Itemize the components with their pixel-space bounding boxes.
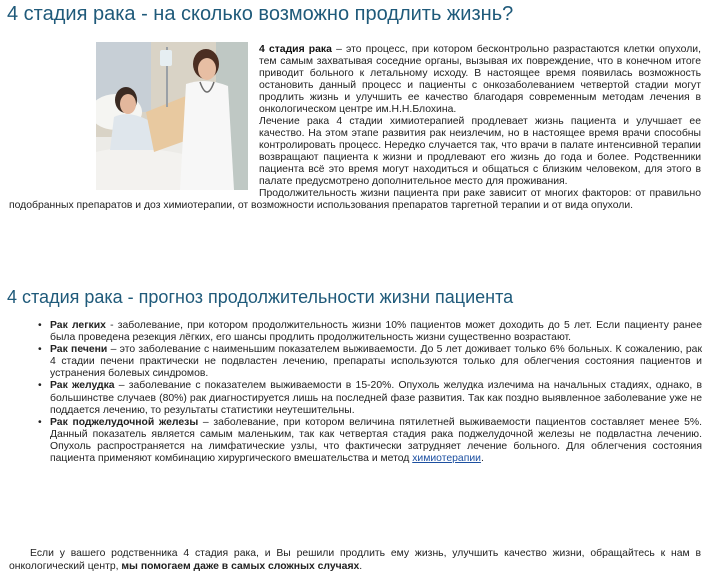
bullet-icon: • [38, 344, 42, 356]
intro-paragraph-3: Продолжительность жизни пациента при раке зависит от многих факторов: от правильно подобранных препаратов и доз химиотерапии, от возможности использования препаратов таргетной терапии и от вида опухоли. [9, 188, 701, 211]
page-title: 4 стадия рака - на сколько возможно продлить жизнь? [7, 3, 514, 25]
intro-paragraph-1: 4 стадия рака – это процесс, при котором бесконтрольно разрастаются клетки опухоли, тем самым захватывая соседние органы, вызывая их повреждение, что в конечном итоге приводит больного к летальному исходу. В настоящее время появилась возможность остановить данный процесс и пациенты с онкозаболеванием четвертой стадии могут продлить жизнь и улучшить ее качество благодаря современным методам лечения в онкологическом центре им.Н.Н.Блохина. [259, 44, 701, 115]
cancer-types-list [36, 320, 702, 465]
bullet-icon: • [38, 416, 42, 428]
closing-paragraph: Если у вашего родственника 4 стадия рака, и Вы решили продлить ему жизнь, улучшить качество жизни, обращайтесь к нам в онкологический центр, мы помогаем даже в самых сложных случаях. [9, 548, 701, 572]
intro-text [9, 44, 701, 212]
section-heading: 4 стадия рака - прогноз продолжительности жизни пациента [7, 287, 514, 307]
chemotherapy-link[interactable]: химиотерапии [412, 453, 481, 465]
bullet-icon: • [38, 320, 42, 331]
bullet-icon: • [38, 380, 42, 392]
intro-paragraph-2: Лечение рака 4 стадии химиотерапией продлевает жизнь пациента и улучшает ее качество. На этом этапе развития рак неизлечим, но в настоящее время врачи способны контролировать процесс. Нередко случается так, что врачи в палате интенсивной терапии возвращают пациента к жизни и продлевают его жизнь до года и более. Родственники пациента всё это время могут находиться и общаться с близким человеком, для этого в палате предусмотрено дополнительное место для проживания. [259, 116, 701, 187]
list-item: • Рак печени – это заболевание с наименьшим показателем выживаемости. До 5 лет доживает только 6% больных. К сожалению, рак 4 стадии печени практически не подвластен лечению, препараты используются только для облегчения состояния пациентов и устранения болевых синдромов. [38, 344, 702, 380]
closing-emphasis: мы помогаем даже в самых сложных случаях [121, 561, 360, 572]
intro-lead: 4 стадия рака [259, 44, 332, 55]
list-item: • Рак желудка – заболевание с показателем выживаемости в 15-20%. Опухоль желудка излечима на начальных стадиях, однако, в большинстве случаев (80%) рак диагностируется лишь на последней фазе развития. Так как поздно выявленное заболевание уже не поддается лечению, то результаты статистики неутешительны. [38, 380, 703, 416]
list-item: • Рак легких - заболевание, при котором продолжительность жизни 10% пациентов может доходить до 5 лет. Если пациенту ранее была проведена резекция лёгких, его шансы продлить продолжительность жизни существенно возрастают. [38, 320, 702, 344]
list-item: • Рак поджелудочной железы – заболевание, при котором величина пятилетней выживаемости пациентов составляет менее 5%. Данный показатель является самым маленьким, так как четвертая стадия рака поджелудочной железы не подвластна лечению. Опухоль распространяется на лимфатические узлы, что фактически затрудняет лечение больного. Для облегчения состояния пациента применяют комбинацию хирургического вмешательства и метод химиотерапии. [38, 416, 702, 465]
